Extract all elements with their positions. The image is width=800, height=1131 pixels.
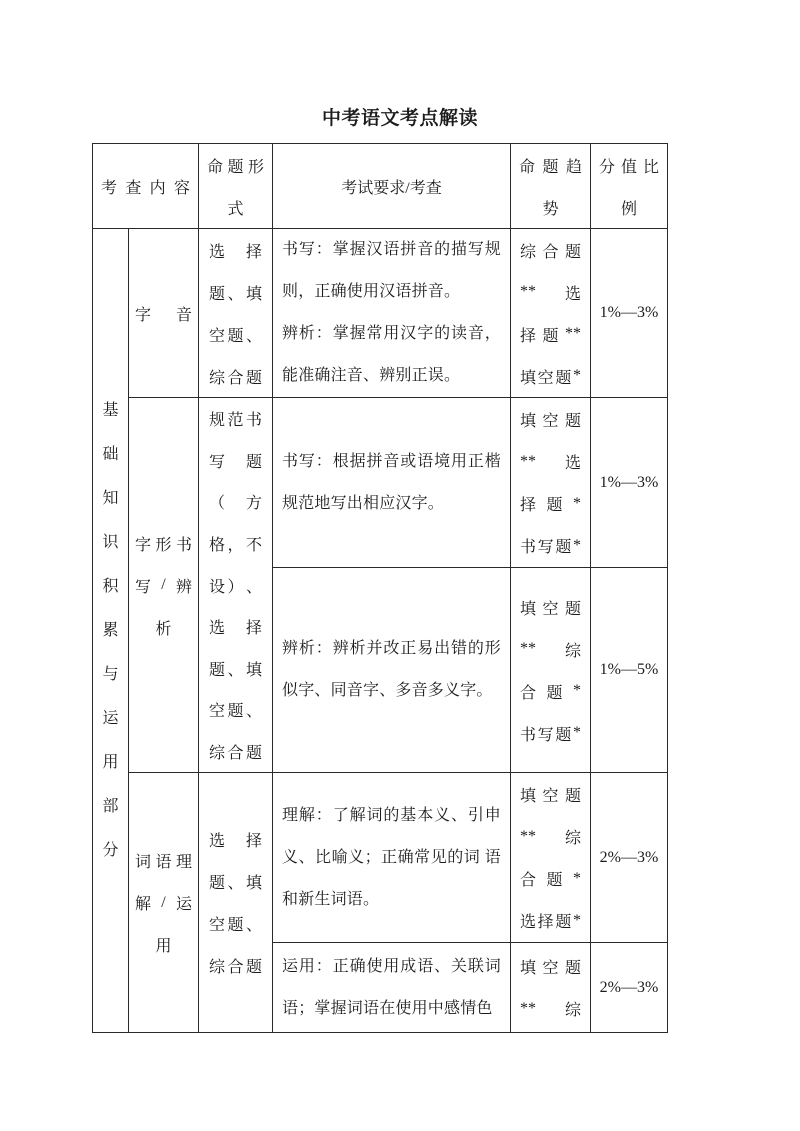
- exam-points-table: [92, 143, 668, 1033]
- cell-ziyin-requirement: 书写：掌握汉语拼音的描写规则，正确使用汉语拼音。 辨析：掌握常用汉字的读音，能准确注音、辨别正误。: [273, 229, 511, 398]
- cell-ziyin-form: 选 择 题 、 填 空 题 、 综 合 题: [199, 229, 273, 398]
- cell-ciyu-form: 选 择 题 、 填 空 题 、 综 合 题: [199, 773, 273, 1033]
- cell-ciyu-subcategory: 词 语 理 解 / 运 用: [129, 773, 199, 1033]
- header-question-form: 命 题 形 式: [199, 144, 273, 229]
- cell-ziyin-ratio: 1%—3%: [591, 229, 668, 398]
- cell-zixing-form: 规 范 书 写 题 （ 方 格 ， 不 设 ） 、 选 择 题 、 填 空 题 、 综 合 题: [199, 398, 273, 773]
- cell-zixing-bianxi-trend: 填 空 题 ** 综 合 题 * 书 写 题 *: [511, 568, 591, 773]
- header-score-ratio: 分 值 比 例: [591, 144, 668, 229]
- header-exam-content: 考 查 内 容: [93, 144, 199, 229]
- row-zixing-shuxie: [93, 398, 668, 568]
- cell-zixing-bianxi-ratio: 1%—5%: [591, 568, 668, 773]
- cell-ciyu-yunyong-requirement: 运用：正确使用成语、关联词语；掌握词语在使用中感情色: [273, 943, 511, 1033]
- cell-category-basic-knowledge: 基 础 知 识 积 累 与 运 用 部 分: [93, 229, 129, 1033]
- cell-zixing-bianxi-requirement: 辨析：辨析并改正易出错的形似字、同音字、多音多义字。: [273, 568, 511, 773]
- header-question-trend: 命 题 趋 势: [511, 144, 591, 229]
- table-header-row: [93, 144, 668, 229]
- cell-zixing-shuxie-ratio: 1%—3%: [591, 398, 668, 568]
- cell-zixing-shuxie-requirement: 书写：根据拼音或语境用正楷规范地写出相应汉字。: [273, 398, 511, 568]
- header-exam-requirement: 考试要求/考查: [273, 144, 511, 229]
- cell-ziyin-trend: 综 合 题 ** 选 择 题 ** 填 空 题 *: [511, 229, 591, 398]
- cell-ciyu-yunyong-ratio: 2%—3%: [591, 943, 668, 1033]
- cell-ziyin-subcategory: 字 音: [129, 229, 199, 398]
- cell-ciyu-lijie-ratio: 2%—3%: [591, 773, 668, 943]
- row-ciyu-lijie: [93, 773, 668, 943]
- exam-points-table-wrap: [92, 143, 668, 1033]
- cell-ciyu-lijie-trend: 填 空 题 ** 综 合 题 * 选 择 题 *: [511, 773, 591, 943]
- cell-ciyu-lijie-requirement: 理解：了解词的基本义、引申义、比喻义；正确常见的词 语和新生词语。: [273, 773, 511, 943]
- document-title: 中考语文考点解读: [321, 108, 478, 129]
- cell-ciyu-yunyong-trend: 填 空 题 ** 综: [511, 943, 591, 1033]
- row-ziyin: [93, 229, 668, 398]
- cell-zixing-subcategory: 字 形 书 写 / 辨 析: [129, 398, 199, 773]
- cell-zixing-shuxie-trend: 填 空 题 ** 选 择 题 * 书 写 题 *: [511, 398, 591, 568]
